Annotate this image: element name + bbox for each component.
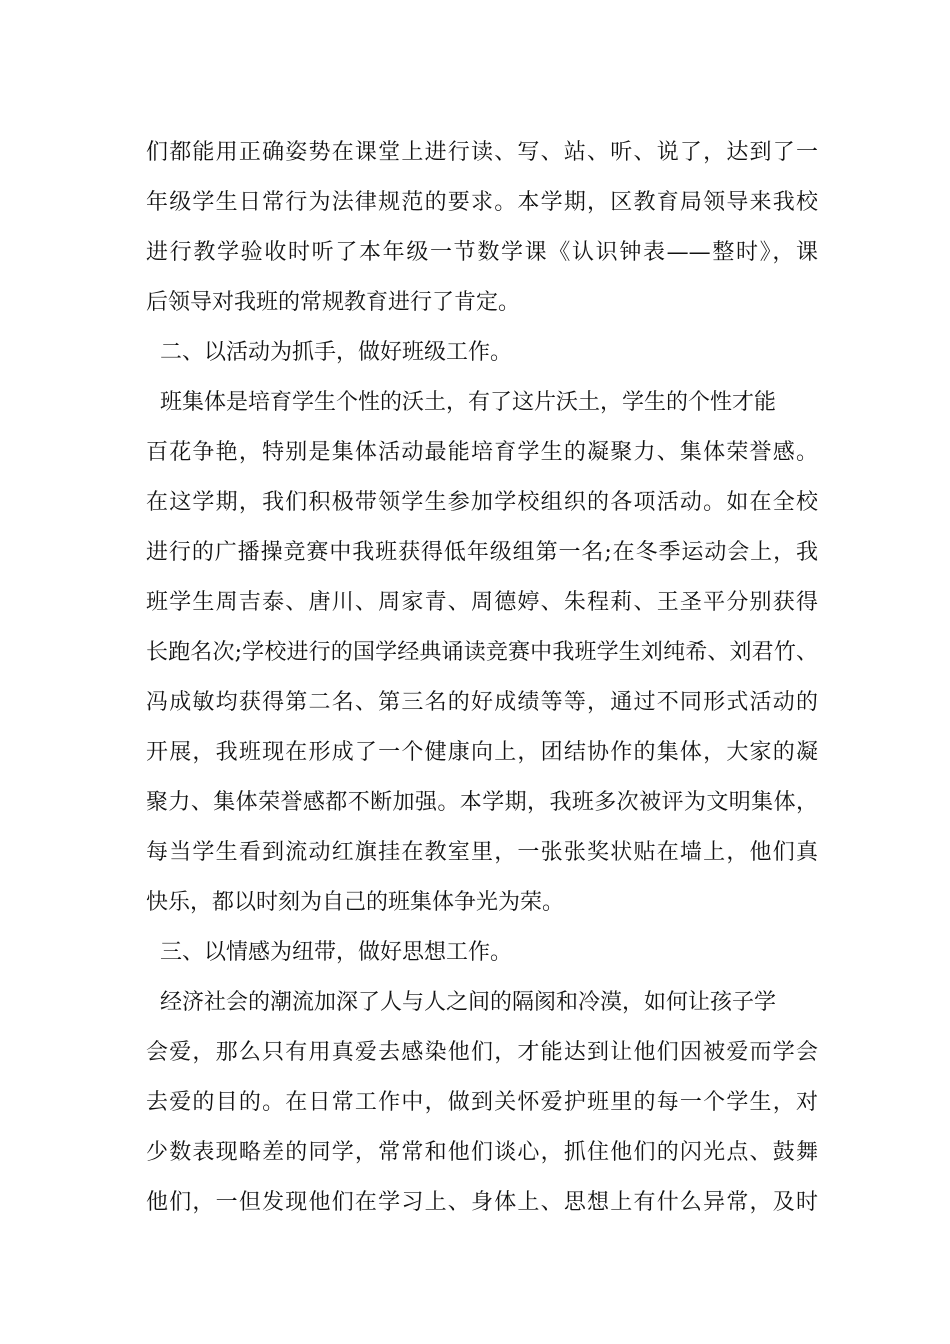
text-line: 后领导对我班的常规教育进行了肯定。 xyxy=(146,290,521,315)
text-line: 在这学期，我们积极带领学生参加学校组织的各项活动。如在全校 xyxy=(146,490,818,515)
text-line: 快乐，都以时刻为自己的班集体争光为荣。 xyxy=(146,890,565,915)
text-line: 三、以情感为纽带，做好思想工作。 xyxy=(146,940,512,965)
text-line: 会爱，那么只有用真爱去感染他们，才能达到让他们因被爱而学会 xyxy=(146,1040,818,1065)
text-line: 二、以活动为抓手，做好班级工作。 xyxy=(146,340,512,365)
text-line: 冯成敏均获得第二名、第三名的好成绩等等，通过不同形式活动的 xyxy=(146,690,818,715)
text-line: 少数表现略差的同学，常常和他们谈心，抓住他们的闪光点、鼓舞 xyxy=(146,1140,818,1165)
text-line: 去爱的目的。在日常工作中，做到关怀爱护班里的每一个学生，对 xyxy=(146,1090,818,1115)
text-line: 长跑名次;学校进行的国学经典诵读竞赛中我班学生刘纯希、刘君竹、 xyxy=(146,640,818,665)
text-line: 每当学生看到流动红旗挂在教室里，一张张奖状贴在墙上，他们真 xyxy=(146,840,818,865)
text-line: 年级学生日常行为法律规范的要求。本学期，区教育局领导来我校 xyxy=(146,190,818,215)
text-line: 班集体是培育学生个性的沃土，有了这片沃土，学生的个性才能 xyxy=(146,390,776,415)
text-line: 班学生周吉泰、唐川、周家青、周德婷、朱程莉、王圣平分别获得 xyxy=(146,590,818,615)
text-line: 聚力、集体荣誉感都不断加强。本学期，我班多次被评为文明集体， xyxy=(146,790,818,815)
text-line: 进行教学验收时听了本年级一节数学课《认识钟表——整时》，课 xyxy=(146,240,818,265)
document-body xyxy=(146,128,818,1228)
text-line: 经济社会的潮流加深了人与人之间的隔阂和冷漠，如何让孩子学 xyxy=(146,990,776,1015)
text-line: 他们，一但发现他们在学习上、身体上、思想上有什么异常，及时 xyxy=(146,1190,818,1215)
text-line: 百花争艳，特别是集体活动最能培育学生的凝聚力、集体荣誉感。 xyxy=(146,440,818,465)
text-line: 进行的广播操竞赛中我班获得低年级组第一名;在冬季运动会上，我 xyxy=(146,540,818,565)
text-line: 们都能用正确姿势在课堂上进行读、写、站、听、说了，达到了一 xyxy=(146,140,818,165)
text-line: 开展，我班现在形成了一个健康向上，团结协作的集体，大家的凝 xyxy=(146,740,818,765)
